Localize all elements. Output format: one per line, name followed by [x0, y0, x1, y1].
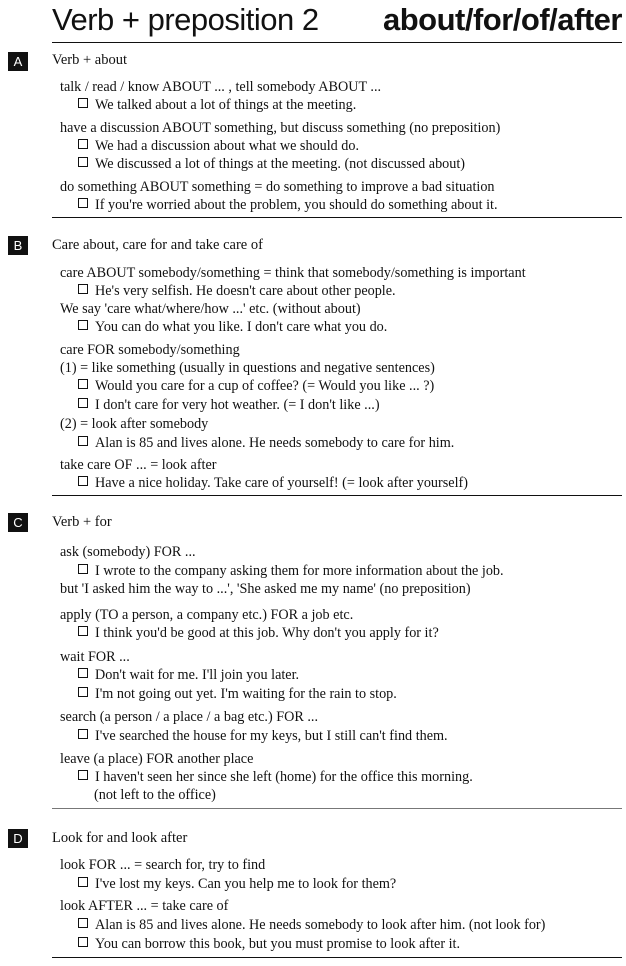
rule-line: but 'I asked him the way to ...', 'She asked me my name' (no preposition): [60, 581, 471, 597]
example-line: He's very selfish. He doesn't care about other people.: [78, 282, 396, 300]
section-b-badge: B: [8, 236, 28, 255]
rule-line: take care OF ... = look after: [60, 457, 217, 473]
example-line: We had a discussion about what we should do.: [78, 137, 359, 155]
example-line: I don't care for very hot weather. (= I don't like ...): [78, 396, 380, 414]
section-divider: [52, 957, 622, 958]
section-c-badge: C: [8, 513, 28, 532]
page-title: Verb + preposition 2: [52, 2, 319, 37]
example-line: (not left to the office): [94, 787, 216, 803]
example-line: If you're worried about the problem, you should do something about it.: [78, 196, 498, 214]
section-d-heading: Look for and look after: [52, 830, 188, 846]
example-line: Have a nice holiday. Take care of yourself! (= look after yourself): [78, 474, 468, 492]
section-divider: [52, 808, 622, 809]
rule-line: care FOR somebody/something: [60, 342, 240, 358]
section-b-heading: Care about, care for and take care of: [52, 237, 263, 253]
section-a-heading: Verb + about: [52, 52, 128, 68]
rule-line: ask (somebody) FOR ...: [60, 544, 196, 560]
section-d-badge: D: [8, 829, 28, 848]
example-line: Alan is 85 and lives alone. He needs somebody to look after him. (not look for): [78, 916, 545, 934]
rule-line: (2) = look after somebody: [60, 416, 209, 432]
rule-line: look FOR ... = search for, try to find: [60, 857, 266, 873]
example-line: Would you care for a cup of coffee? (= Would you like ... ?): [78, 377, 434, 395]
example-line: Alan is 85 and lives alone. He needs somebody to care for him.: [78, 434, 454, 452]
example-line: I wrote to the company asking them for more information about the job.: [78, 562, 504, 580]
rule-line: We say 'care what/where/how ...' etc. (without about): [60, 301, 361, 317]
rule-line: care ABOUT somebody/something = think that somebody/something is important: [60, 265, 526, 281]
page-header: [0, 0, 626, 44]
example-line: You can do what you like. I don't care what you do.: [78, 318, 387, 336]
example-line: We discussed a lot of things at the meeting. (not discussed about): [78, 155, 465, 173]
example-line: We talked about a lot of things at the meeting.: [78, 96, 356, 114]
example-line: I've lost my keys. Can you help me to look for them?: [78, 875, 396, 893]
page-subtitle: about/for/of/after: [383, 2, 622, 37]
rule-line: do something ABOUT something = do something to improve a bad situation: [60, 179, 495, 195]
example-line: Don't wait for me. I'll join you later.: [78, 666, 299, 684]
rule-line: (1) = like something (usually in questions and negative sentences): [60, 360, 435, 376]
example-line: I think you'd be good at this job. Why don't you apply for it?: [78, 624, 439, 642]
rule-line: leave (a place) FOR another place: [60, 751, 254, 767]
section-divider: [52, 217, 622, 218]
section-a-badge: A: [8, 52, 28, 71]
example-line: I've searched the house for my keys, but I still can't find them.: [78, 727, 448, 745]
rule-line: look AFTER ... = take care of: [60, 898, 229, 914]
example-line: I'm not going out yet. I'm waiting for the rain to stop.: [78, 685, 397, 703]
section-divider: [52, 495, 622, 496]
rule-line: wait FOR ...: [60, 649, 130, 665]
rule-line: apply (TO a person, a company etc.) FOR a job etc.: [60, 607, 354, 623]
example-line: I haven't seen her since she left (home) for the office this morning.: [78, 768, 473, 786]
section-c-heading: Verb + for: [52, 514, 112, 530]
rule-line: have a discussion ABOUT something, but discuss something (no preposition): [60, 120, 501, 136]
example-line: You can borrow this book, but you must promise to look after it.: [78, 935, 460, 953]
rule-line: search (a person / a place / a bag etc.) FOR ...: [60, 709, 319, 725]
header-divider: [52, 42, 622, 43]
rule-line: talk / read / know ABOUT ... , tell somebody ABOUT ...: [60, 79, 382, 95]
